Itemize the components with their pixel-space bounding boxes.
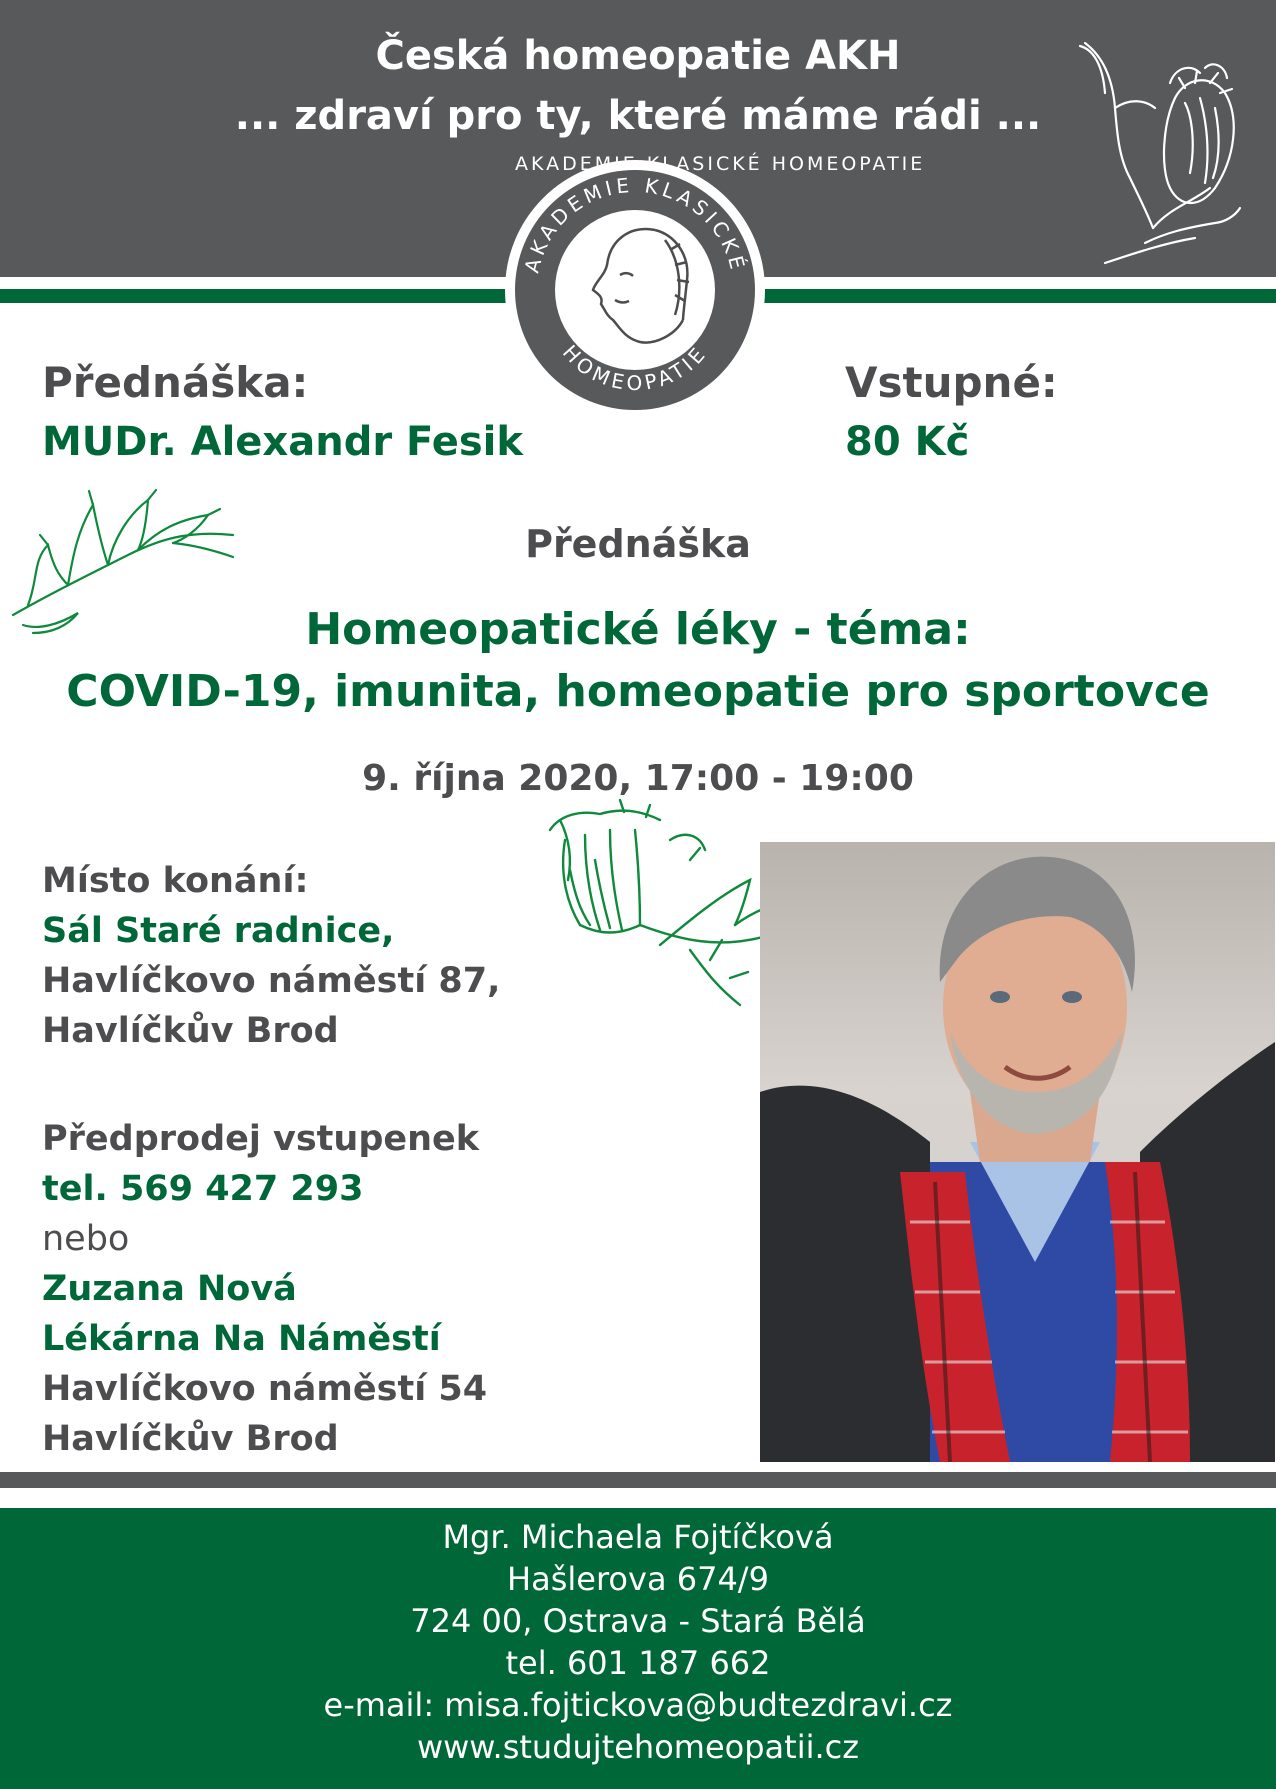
- footer-email[interactable]: e-mail: misa.fojtickova@budtezdravi.cz: [323, 1686, 953, 1724]
- venue-label: Místo konání:: [42, 861, 309, 901]
- footer-divider: [0, 1488, 1276, 1508]
- venue-street: Havlíčkovo náměstí 87,: [42, 961, 501, 1001]
- tickets-pharmacy: Lékárna Na Náměstí: [42, 1319, 441, 1359]
- lecturer-photo: [760, 842, 1275, 1462]
- header-title: Česká homeopatie AKH: [375, 33, 901, 79]
- header-tagline: ... zdraví pro ty, které máme rádi ...: [234, 93, 1042, 139]
- tickets-street: Havlíčkovo náměstí 54: [42, 1369, 488, 1409]
- plant-illustration-icon: [1075, 38, 1245, 278]
- tickets-contact-name: Zuzana Nová: [42, 1269, 297, 1309]
- lecture-heading: Přednáška: [525, 522, 751, 566]
- lecture-topic-line2: COVID-19, imunita, homeopatie pro sportovce: [66, 666, 1210, 717]
- lecturer-label: Přednáška:: [42, 358, 309, 407]
- lecture-datetime: 9. října 2020, 17:00 - 19:00: [362, 758, 914, 799]
- footer-city: 724 00, Ostrava - Stará Bělá: [410, 1602, 866, 1640]
- lecturer-name: MUDr. Alexandr Fesik: [42, 419, 523, 465]
- tickets-label: Předprodej vstupenek: [42, 1119, 480, 1159]
- footer-phone: tel. 601 187 662: [505, 1644, 771, 1682]
- footer-gray-stripe: [0, 1472, 1276, 1488]
- lecture-topic-line1: Homeopatické léky - téma:: [305, 604, 971, 655]
- logo-ring-text: AKADEMIE KLASICKÉ HOMEOPATIE: [515, 153, 926, 175]
- svg-text:AKADEMIE KLASICKÉ: AKADEMIE KLASICKÉ: [519, 172, 751, 276]
- venue-city: Havlíčkův Brod: [42, 1011, 339, 1051]
- fee-value: 80 Kč: [845, 419, 970, 465]
- footer-name: Mgr. Michaela Fojtíčková: [442, 1518, 834, 1556]
- footer-street: Hašlerova 674/9: [507, 1560, 769, 1598]
- footer-band: [0, 1508, 1276, 1789]
- venue-hall: Sál Staré radnice,: [42, 911, 395, 951]
- tickets-phone: tel. 569 427 293: [42, 1169, 364, 1209]
- svg-text:HOMEOPATIE: HOMEOPATIE: [557, 340, 713, 396]
- tickets-city: Havlíčkův Brod: [42, 1419, 339, 1459]
- fee-label: Vstupné:: [845, 358, 1058, 407]
- tickets-or: nebo: [42, 1219, 130, 1259]
- footer-website-link[interactable]: www.studujtehomeopatii.cz: [416, 1728, 860, 1766]
- academy-logo: [505, 153, 926, 420]
